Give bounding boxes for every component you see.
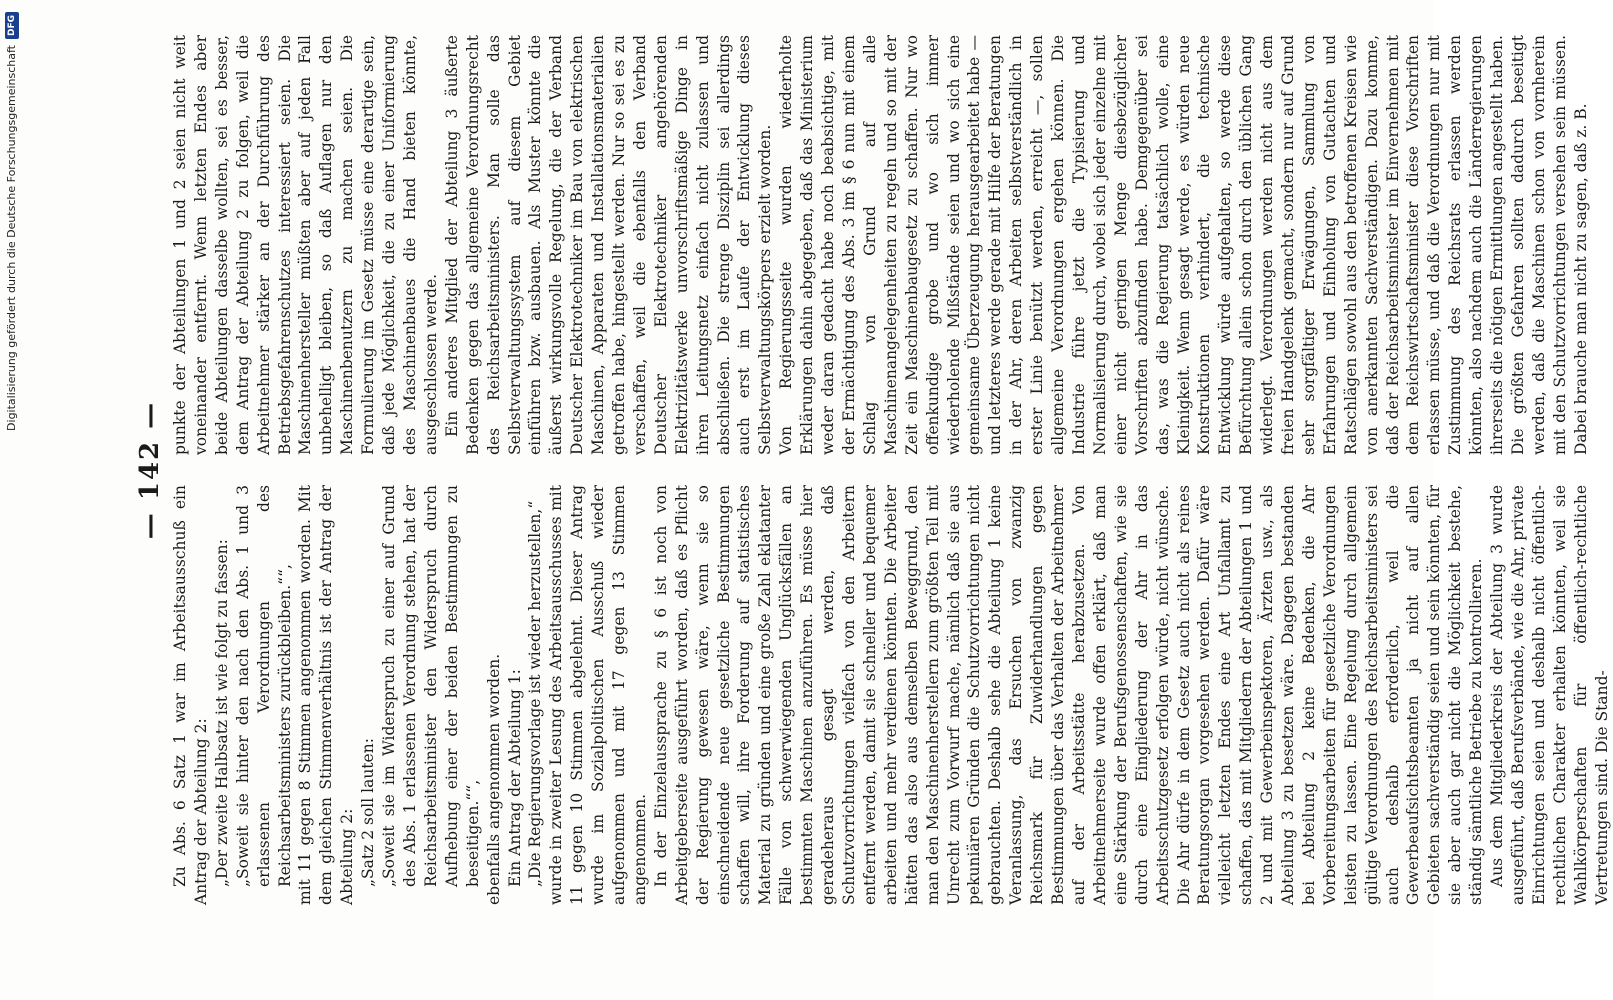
paragraph: „Die Regierungsvorlage ist wieder herzustellen,“ — [526, 500, 545, 887]
document-page — [130, 35, 1611, 905]
paragraph: mit 11 gegen 8 Stimmen angenommen worden. Mit dem gleichen Stimmenverhältnis ist der Antrag der Abteilung 2: — [296, 485, 357, 905]
paragraph: „Satz 2 soll lauten: — [359, 738, 378, 887]
paragraph: wurde in zweiter Lesung des Arbeitsausschusses mit 11 gegen 10 Stimmen abgelehnt. Dieser Antrag wurde im Sozialpolitischen Ausschuß wieder aufgenommen und mit 17 gegen 13 Stimmen angenommen. — [547, 485, 649, 905]
page-number: — 142 — — [135, 400, 165, 540]
right-column — [170, 35, 1590, 455]
paragraph: punkte der Abteilungen 1 und 2 seien nicht weit voneinander entfernt. Wenn letzten Endes aber beide Abteilungen dasselbe wollten, sei es besser, dem Antrag der Abteilung 2 zu folgen, weil die Arbeitnehmer stärker an der Durchführung des Betriebsgefahrenschutzes interessiert seien. Die Maschinenhersteller müßten aber auf jeden Fall unbehelligt bleiben, so daß Auflagen nur den Maschinenbenutzern zu machen seien. Die Formulierung im Gesetz müsse eine derartige sein, daß jede Möglichkeit, die zu einer Uniformierung des Maschinenbaues die Hand bieten könnte, ausgeschlossen werde. — [171, 35, 440, 455]
left-column — [170, 485, 1611, 905]
credit-text: Digitalisierung gefördert durch die Deutsche Forschungsgemeinschaft — [5, 45, 18, 431]
dfg-logo-icon: DFG — [5, 12, 19, 39]
paragraph: „Soweit sie im Widerspruch zu einer auf Grund des Abs. 1 erlassenen Verordnung stehen, hat der Reichsarbeitsminister den Widerspruch durch Aufhebung einer der beiden Bestimmungen zu beseitigen.““, — [380, 485, 482, 887]
paragraph: „Der zweite Halbsatz ist wie folgt zu fassen: — [212, 539, 231, 887]
paragraph: Ein anderes Mitglied der Abteilung 3 äußerte Bedenken gegen das allgemeine Verordnungsrecht des Reichsarbeitsministers. Man solle das Selbstverwaltungssystem auf diesem Gebiet einführen bzw. ausbauen. Als Muster könnte die äußerst wirkungsvolle Regelung, die der Verband Deutscher Elektrotechniker im Bau von elektrischen Maschinen, Apparaten und Installationsmaterialien getroffen habe, hingestellt werden. Nur so sei es zu verschaffen, weil die ebenfalls den Verband Deutscher Elektrotechniker angehörenden Elektrizitätswerke unvorschriftsmäßige Dinge in ihren Leitungsnetz einfach nicht zulassen und abschließen. Die strenge Disziplin sei allerdings auch erst im Laufe der Entwicklung dieses Selbstverwaltungskörpers erzielt worden. — [442, 35, 775, 455]
paragraph: ebenfalls angenommen worden. — [484, 653, 503, 905]
paragraph: Aus dem Mitgliederkreis der Abteilung 3 wurde ausgeführt, daß Berufsverbände, wie die Ahr, private Einrichtungen seien und deshalb nicht öffentlich-rechtlichen Charakter erhalten könnten, weil sie Wahlkörperschaften für öffentlich-rechtliche Vertretungen sind. Die Stand- — [1488, 485, 1611, 905]
paragraph: Ein Antrag der Abteilung 1: — [505, 669, 524, 887]
paragraph: Von Regierungsseite wurden wiederholte Erklärungen dahin abgegeben, daß das Ministerium weder daran gedacht habe noch beabsichtige, mit der Ermächtigung des Abs. 3 im § 6 nun mit einem Schlag von Grund auf alle Maschinenangelegenheiten zu regeln und so mit der Zeit ein Maschinenbaugesetz zu schaffen. Nur wo offenkundige grobe und wo sich immer wiederholende Mißstände seien und wo sich eine gemeinsame Überzeugung herausgearbeitet habe — und letzteres werde gerade mit Hilfe der Beratungen in der Ahr, deren Arbeiten selbstverständlich in erster Linie benützt werden, erreicht —, sollen allgemeine Verordnungen ergehen können. Die Industrie führe jetzt die Typisierung und Normalisierung durch, wobei sich jeder einzelne mit einer nicht geringen Menge diesbezüglicher Vorschriften abzufinden habe. Demgegenüber sei das, was die Regierung tatsächlich wolle, eine Kleinigkeit. Wenn gesagt werde, es würden neue Konstruktionen verhindert, die technische Entwicklung würde aufgehalten, so werde diese Befürchtung allein schon durch den üblichen Gang widerlegt. Verordnungen werden nicht aus dem freien Handgelenk gemacht, sondern nur auf Grund sehr sorgfältiger Erwägungen, Sammlung von Erfahrungen und Einholung von Gutachten und Ratschlägen sowohl aus den betroffenen Kreisen wie von anerkannten Sachverständigen. Dazu komme, daß der Reichsarbeitsminister im Einvernehmen mit dem Reichswirtschaftsminister diese Vorschriften erlassen müsse, und daß die Verordnungen nur mit Zustimmung des Reichsrats erlassen werden könnten, also nachdem auch die Länderregierungen ihrerseits die nötigen Ermittlungen angestellt haben. Die größten Gefahren sollten dadurch beseitigt werden, daß die Maschinen schon von vornherein mit den Schutzvorrichtungen versehen sein müssen. Dabei brauche man nicht zu sagen, daß z. B. — [777, 35, 1590, 455]
paragraph: Zu Abs. 6 Satz 1 war im Arbeitsausschuß ein Antrag der Abteilung 2: — [171, 485, 210, 905]
paragraph: In der Einzelaussprache zu § 6 ist noch von Arbeitgeberseite ausgeführt worden, daß es Pflicht der Regierung gewesen wäre, wenn sie so einschneidende neue gesetzliche Bestimmungen schaffen will, ihre Forderung auf statistisches Material zu gründen und eine große Zahl eklatanter Fälle von schwerwiegenden Unglücksfällen an bestimmten Maschinen anzuführen. Es müsse hier geradeheraus gesagt werden, daß Schutzvorrichtungen vielfach von den Arbeitern entfernt werden, damit sie schneller und bequemer arbeiten und mehr verdienen könnten. Die Arbeiter hätten das also aus demselben Beweggrund, den man den Maschinenherstellern zum größten Teil mit Unrecht zum Vorwurf mache, nämlich daß sie aus pekuniären Gründen die Schutzvorrichtungen nicht gebrauchten. Deshalb sehe die Abteilung 1 keine Veranlassung, das Ersuchen von zwanzig Reichsmark für Zuwiderhandlungen gegen Bestimmungen über das Verhalten der Arbeitnehmer auf der Arbeitsstätte herabzusetzen. Von Arbeitnehmerseite wurde offen erklärt, daß man eine Stärkung der Berufsgenossenschaften, wie sie durch eine Eingliederung der Ahr in das Arbeitsschutzgesetz erfolgen würde, nicht wünsche. Die Ahr dürfe in dem Gesetz auch nicht als reines Beratungsorgan vorgesehen werden. Dafür wäre vielleicht letzten Endes eine Art Unfallamt zu schaffen, das mit Mitgliedern der Abteilungen 1 und 2 und mit Gewerbeinspektoren, Ärzten usw., als Abteilung 3 zu besetzen wäre. Dagegen bestanden bei Abteilung 2 keine Bedenken, die Ahr Vorbereitungsarbeiten für gesetzliche Verordnungen leisten zu lassen. Eine Regelung durch allgemein gültige Verordnungen des Reichsarbeitsministers sei auch deshalb erforderlich, weil die Gewerbeaufsichtsbeamten ja nicht auf allen Gebieten sachverständig seien und sein könnten, für sie aber auch gar nicht die Möglichkeit bestehe, ständig sämtliche Betriebe zu kontrollieren. — [651, 485, 1486, 905]
paragraph: „Soweit sie hinter den nach den Abs. 1 und 3 erlassenen Verordnungen des Reichsarbeitsministers zurückbleiben.““, — [233, 485, 294, 887]
digitization-credit — [3, 0, 21, 1000]
